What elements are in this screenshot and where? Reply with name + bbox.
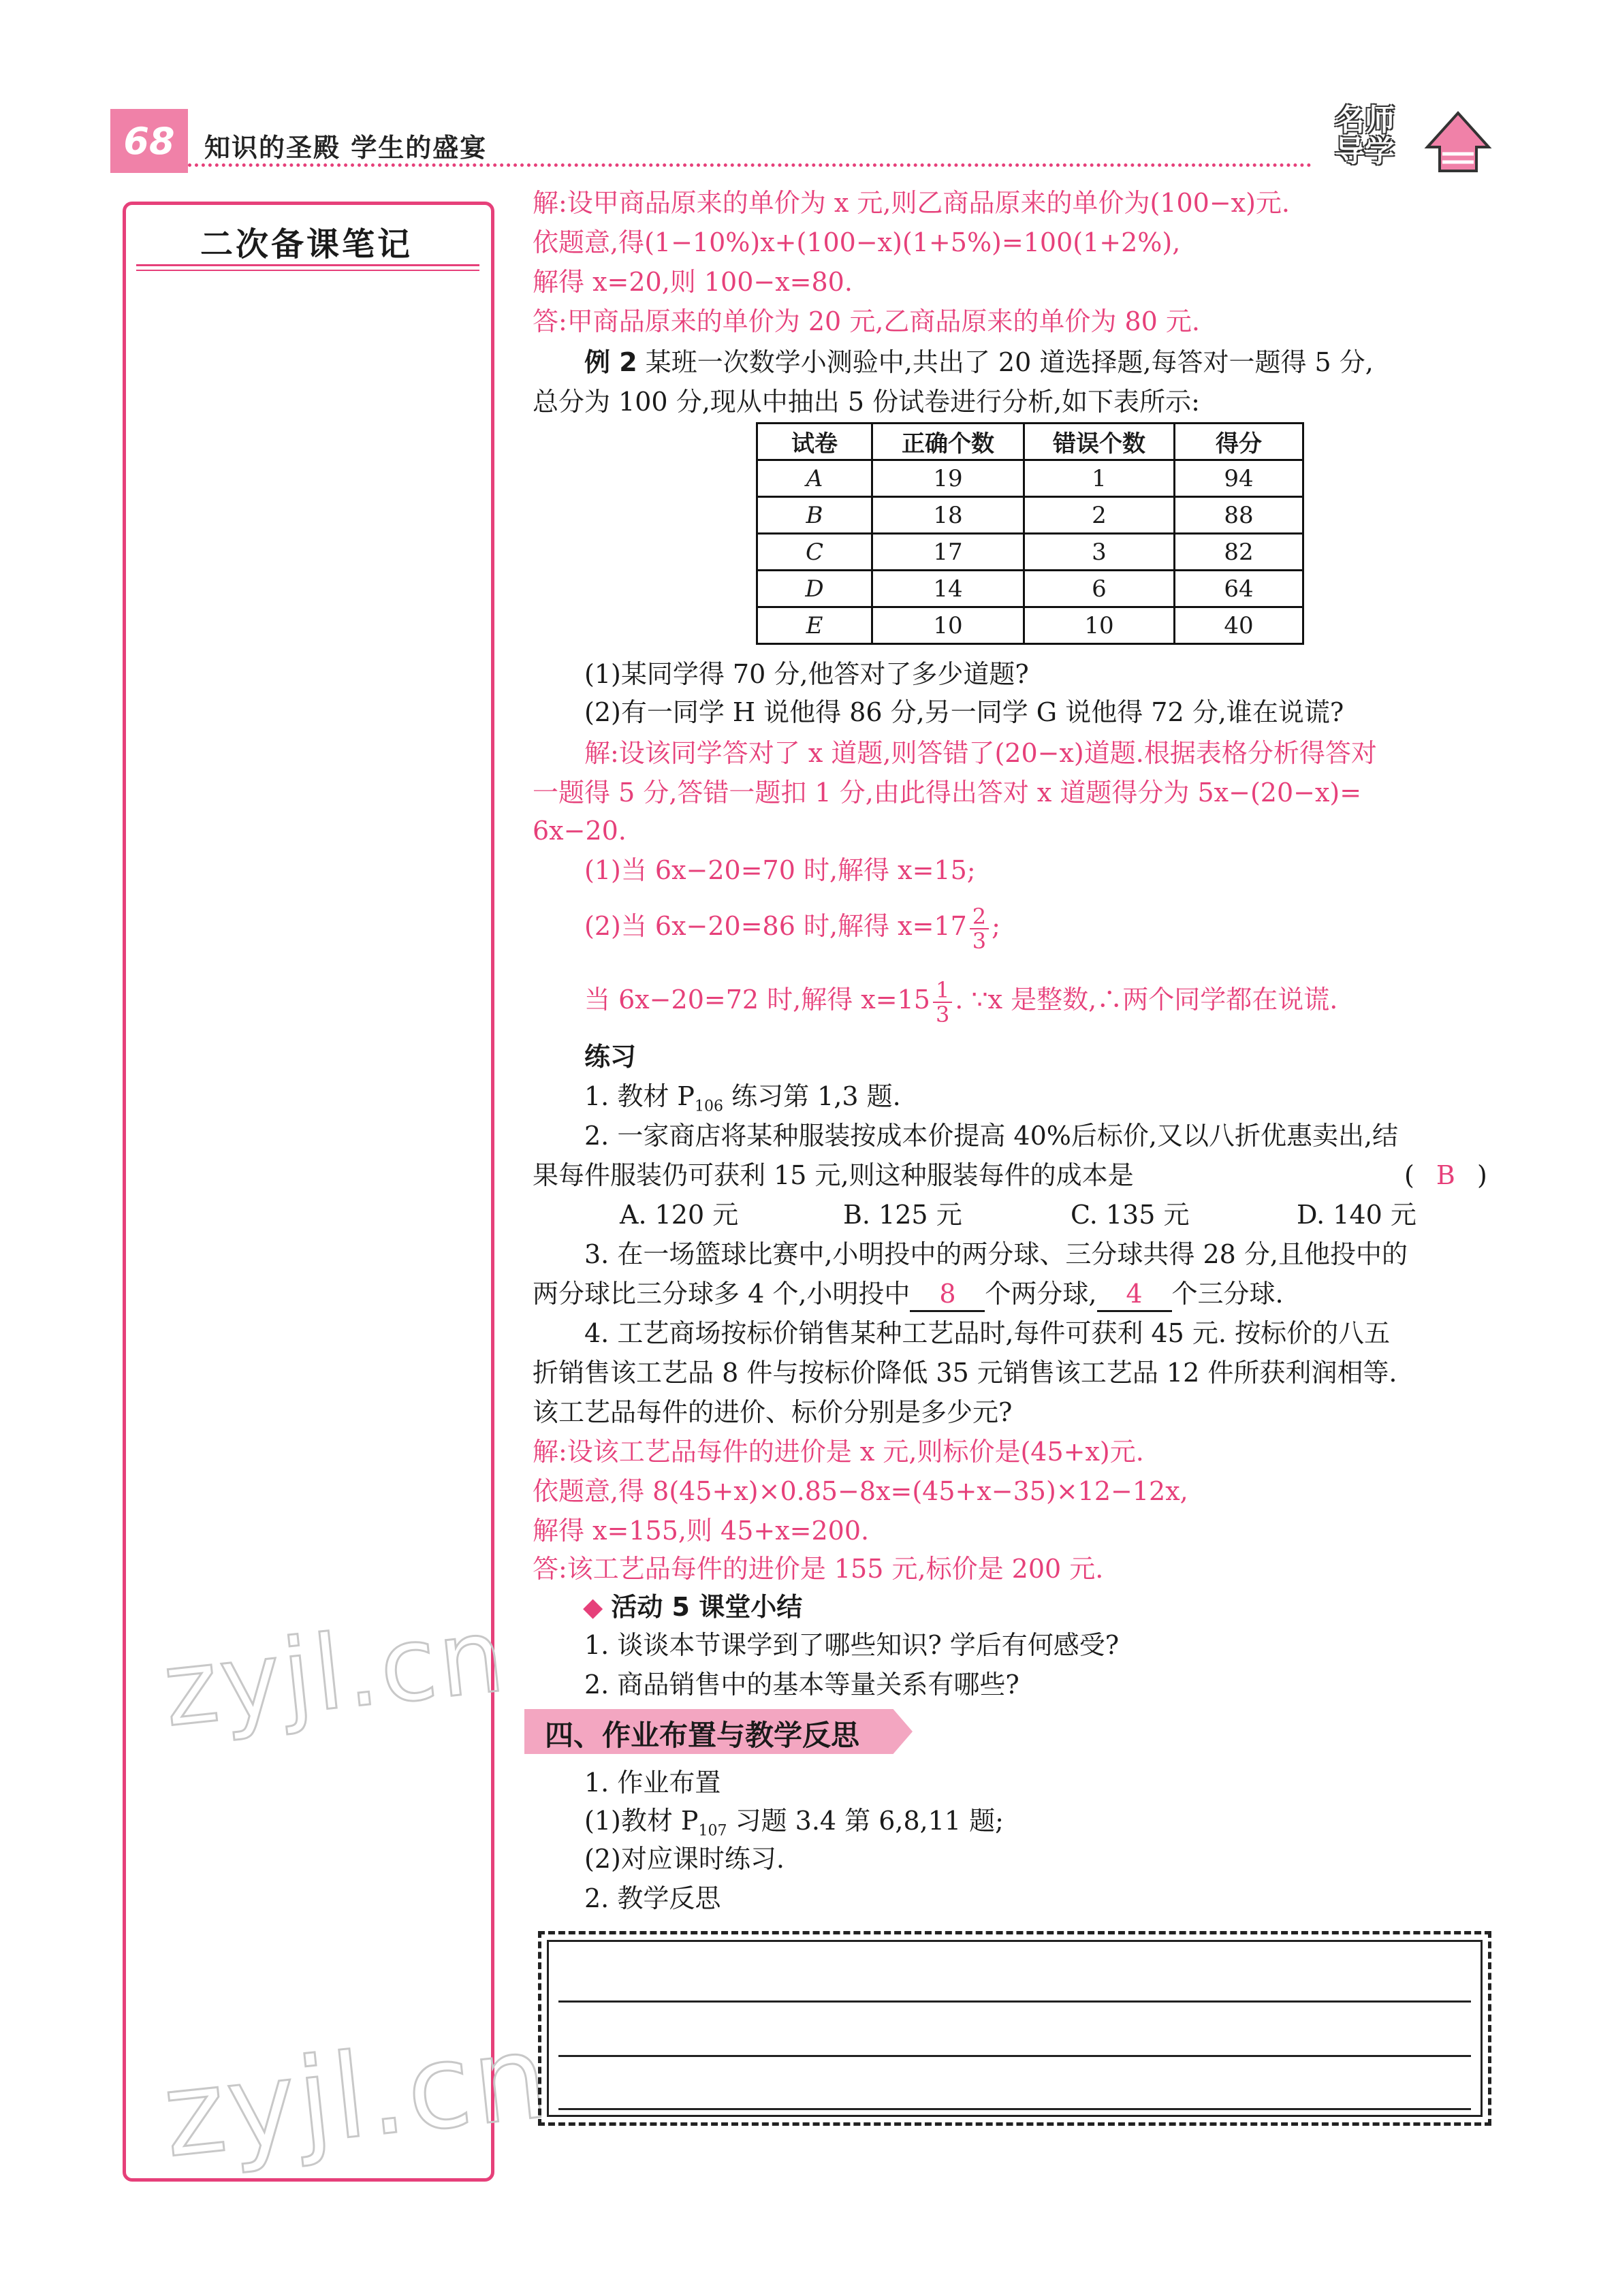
page-number: 68: [110, 109, 188, 173]
solution-line: 依题意,得(1−10%)x+(100−x)(1+5%)=100(1+2%),: [533, 227, 1181, 257]
activity-title: 活动 5 课堂小结: [611, 1592, 803, 1622]
example-label: 例 2: [584, 347, 637, 377]
answer-blank: 8: [910, 1277, 985, 1312]
solution-line: 解得 x=155,则 45+x=200.: [533, 1516, 870, 1546]
table-header-row: [757, 424, 1303, 460]
solution-line-fraction: [584, 972, 1337, 1027]
writing-line: [558, 2108, 1471, 2110]
homework-text: (1)教材 P: [584, 1806, 699, 1836]
activity-5-heading: [583, 1591, 802, 1623]
practice-item-4-line3: 该工艺品每件的进价、标价分别是多少元?: [533, 1397, 1013, 1427]
answer-blank: 4: [1097, 1277, 1172, 1312]
logo-text-line1: 名师: [1335, 103, 1395, 138]
writing-line: [558, 2055, 1471, 2057]
solution-line: 解:设甲商品原来的单价为 x 元,则乙商品原来的单价为(100−x)元.: [533, 188, 1291, 218]
bracket-close: ): [1476, 1160, 1487, 1190]
solution-line: 6x−20.: [533, 816, 627, 846]
fraction-denominator: 3: [972, 927, 987, 954]
logo-emblem-icon: [1422, 106, 1494, 174]
reflection-heading: 2. 教学反思: [584, 1883, 721, 1913]
option-b: B. 125 元: [843, 1200, 962, 1230]
sidebar-title-rule: [136, 270, 479, 271]
watermark: zyjl.cn: [158, 1596, 512, 1750]
table-cell: D: [757, 571, 872, 607]
table-row: [757, 460, 1303, 497]
table-cell: 40: [1175, 607, 1303, 644]
homework-heading: 1. 作业布置: [584, 1768, 721, 1798]
solution-line-fraction: [584, 899, 1000, 953]
practice-item-3-line1: 3. 在一场篮球比赛中,小明投中的两分球、三分球共得 28 分,且他投中的: [584, 1239, 1408, 1269]
fraction-numerator: 2: [970, 905, 989, 929]
table-cell: 19: [872, 460, 1024, 497]
bracket-open: (: [1404, 1160, 1414, 1190]
watermark: zyjl.cn: [157, 2009, 556, 2184]
option-d: D. 140 元: [1297, 1200, 1416, 1230]
example-2-line1: [584, 346, 1374, 379]
option-a: A. 120 元: [620, 1200, 739, 1230]
notes-sidebar: [123, 202, 494, 2182]
practice-text: 1. 教材 P: [584, 1081, 695, 1111]
practice-text: 练习第 1,3 题.: [723, 1081, 901, 1111]
practice-item-2-line2: 果每件服装仍可获利 15 元,则这种服装每件的成本是: [533, 1160, 1134, 1190]
practice-item-4-line1: 4. 工艺商场按标价销售某种工艺品时,每件可获利 45 元. 按标价的八五: [584, 1318, 1391, 1348]
table-cell: 1: [1024, 460, 1175, 497]
practice-item-1: [584, 1080, 901, 1123]
brand-logo: [1335, 102, 1512, 177]
table-cell: 64: [1175, 571, 1303, 607]
table-cell: 2: [1024, 497, 1175, 534]
table-header: 试卷: [757, 424, 872, 460]
table-cell: 10: [1024, 607, 1175, 644]
solution-line: (1)当 6x−20=70 时,解得 x=15;: [584, 855, 976, 885]
solution-line: 答:甲商品原来的单价为 20 元,乙商品原来的单价为 80 元.: [533, 306, 1200, 336]
solution-line: 一题得 5 分,答错一题扣 1 分,由此得出答对 x 道题得分为 5x−(20−x)=: [533, 778, 1362, 808]
score-table: [756, 422, 1304, 645]
table-cell: B: [757, 497, 872, 534]
practice-item-3-line2: [533, 1277, 1284, 1312]
table-header: 得分: [1175, 424, 1303, 460]
fraction: [933, 978, 952, 1026]
solution-text: ;: [992, 911, 1000, 941]
solution-line: 解:设该同学答对了 x 道题,则答错了(20−x)道题.根据表格分析得答对: [584, 738, 1377, 768]
solution-line: 答:该工艺品每件的进价是 155 元,标价是 200 元.: [533, 1554, 1104, 1584]
table-cell: 14: [872, 571, 1024, 607]
solution-text: 当 6x−20=72 时,解得 x=15: [584, 985, 930, 1015]
logo-text-line2: 导学: [1335, 134, 1395, 169]
diamond-icon: ◆: [583, 1592, 603, 1622]
table-cell: A: [757, 460, 872, 497]
reflection-box: [538, 1931, 1491, 2126]
sidebar-title-rule: [136, 264, 479, 266]
table-cell: 10: [872, 607, 1024, 644]
fraction: [970, 905, 989, 953]
table-cell: 17: [872, 534, 1024, 571]
table-cell: 3: [1024, 534, 1175, 571]
fraction-denominator: 3: [935, 1001, 950, 1027]
table-header: 正确个数: [872, 424, 1024, 460]
solution-text: . ∵x 是整数,∴两个同学都在说谎.: [955, 985, 1338, 1015]
answer-bracket: [1404, 1159, 1487, 1192]
activity-question-1: 1. 谈谈本节课学到了哪些知识? 学后有何感受?: [584, 1630, 1120, 1660]
solution-line: 依题意,得 8(45+x)×0.85−8x=(45+x−35)×12−12x,: [533, 1476, 1188, 1506]
table-cell: 82: [1175, 534, 1303, 571]
practice-text: 个三分球.: [1171, 1279, 1284, 1309]
page-subscript: 107: [698, 1822, 727, 1840]
question-1: (1)某同学得 70 分,他答对了多少道题?: [584, 659, 1029, 689]
practice-text: 个两分球,: [985, 1279, 1097, 1309]
table-cell: 6: [1024, 571, 1175, 607]
activity-question-2: 2. 商品销售中的基本等量关系有哪些?: [584, 1670, 1019, 1700]
table-row: [757, 534, 1303, 571]
table-cell: C: [757, 534, 872, 571]
question-2: (2)有一同学 H 说他得 86 分,另一同学 G 说他得 72 分,谁在说谎?: [584, 697, 1344, 727]
homework-text: 习题 3.4 第 6,8,11 题;: [727, 1806, 1004, 1836]
table-cell: 94: [1175, 460, 1303, 497]
practice-title: 练习: [584, 1042, 637, 1072]
table-header: 错误个数: [1024, 424, 1175, 460]
solution-line: 解:设该工艺品每件的进价是 x 元,则标价是(45+x)元.: [533, 1437, 1144, 1467]
table-cell: 18: [872, 497, 1024, 534]
practice-text: 两分球比三分球多 4 个,小明投中: [533, 1279, 911, 1309]
header-slogan: 知识的圣殿 学生的盛宴: [204, 133, 488, 163]
page-subscript: 106: [694, 1098, 723, 1115]
table-cell: 88: [1175, 497, 1303, 534]
practice-item-4-line2: 折销售该工艺品 8 件与按标价降低 35 元销售该工艺品 12 件所获利润相等.: [533, 1358, 1397, 1388]
table-cell: E: [757, 607, 872, 644]
table-row: [757, 607, 1303, 644]
option-c: C. 135 元: [1071, 1200, 1190, 1230]
table-row: [757, 571, 1303, 607]
solution-text: (2)当 6x−20=86 时,解得 x=17: [584, 911, 967, 941]
solution-line: 解得 x=20,则 100−x=80.: [533, 267, 853, 297]
practice-item-2-line1: 2. 一家商店将某种服装按成本价提高 40%后标价,又以八折优惠卖出,结: [584, 1121, 1399, 1151]
example-2-line2: 总分为 100 分,现从中抽出 5 份试卷进行分析,如下表所示:: [533, 387, 1200, 417]
section-title: 四、作业布置与教学反思: [545, 1719, 860, 1752]
table-row: [757, 497, 1303, 534]
example-text: 某班一次数学小测验中,共出了 20 道选择题,每答对一题得 5 分,: [645, 347, 1374, 377]
header-divider: [188, 163, 1312, 167]
sidebar-title: 二次备课笔记: [200, 225, 413, 264]
homework-item-2: (2)对应课时练习.: [584, 1844, 785, 1874]
homework-item-1: [584, 1804, 1004, 1848]
fraction-numerator: 1: [933, 978, 952, 1003]
writing-line: [558, 2000, 1471, 2003]
answer-choice: B: [1436, 1160, 1455, 1190]
